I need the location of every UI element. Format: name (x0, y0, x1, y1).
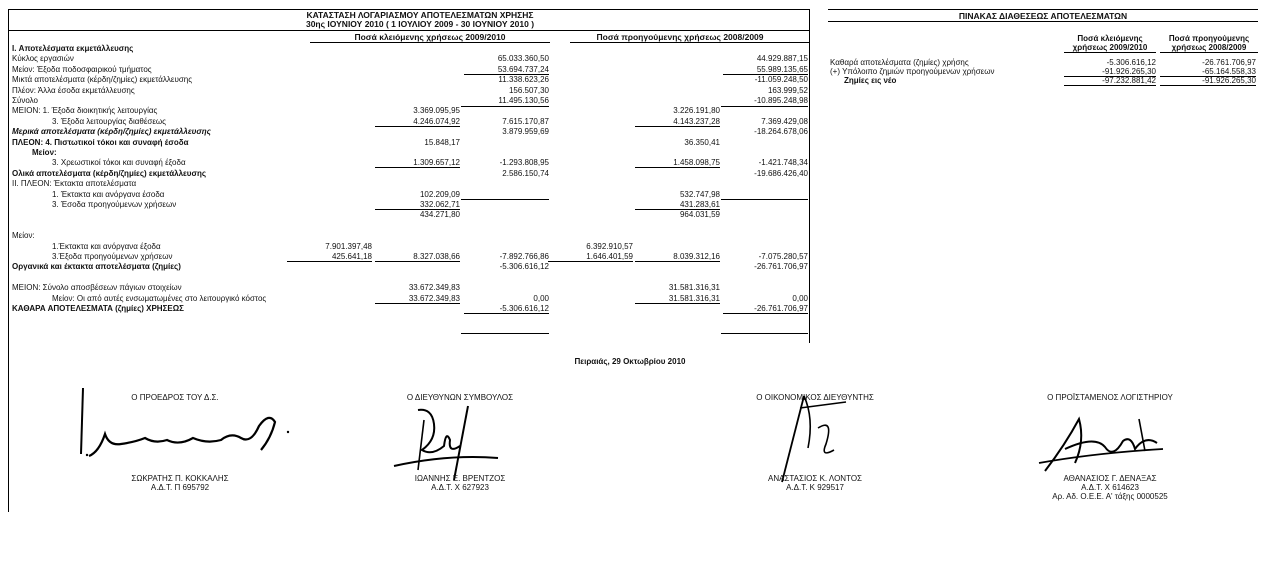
income-row-value-c: 2.586.150,74 (502, 168, 549, 178)
dist-col-previous-1: Ποσά προηγούμενης (1168, 34, 1250, 43)
income-row-value-f: 44.929.887,15 (756, 54, 808, 64)
subtotal-rule (461, 106, 549, 107)
income-row-value-c: -5.306.616,12 (464, 304, 549, 314)
distribution-row-value-prev: -26.761.706,97 (1202, 58, 1256, 67)
col-previous-header: Ποσά προηγούμενης χρήσεως 2008/2009 (596, 32, 764, 42)
income-row-label: Μείον: Έξοδα ποδοσφαιρικού τμήματος (12, 64, 152, 74)
distribution-row-label: Καθαρά αποτελέσματα (ζημίες) χρήσης (830, 58, 969, 67)
income-row-label: Μείον: (32, 148, 57, 157)
income-row-value-c: -7.892.766,86 (499, 252, 549, 261)
dist-col-current-1: Ποσά κλειόμενης (1077, 34, 1143, 43)
income-row-value-b: 33.672.349,83 (375, 294, 460, 304)
income-row-value-b: 15.848,17 (424, 137, 460, 147)
income-row-label: ΜΕΙΟΝ: 1. Έξοδα διοικητικής λειτουργίας (12, 106, 158, 116)
signatory-id: Α.Δ.Τ. Χ 614623 (1081, 483, 1139, 492)
income-row-value-c: 0,00 (533, 293, 549, 303)
income-row-label: II. ΠΛΕΟΝ: Έκτακτα αποτελέσματα (12, 179, 137, 189)
income-row-value-e: 964.031,59 (679, 210, 720, 220)
income-row-value-c: -5.306.616,12 (499, 262, 549, 272)
signatory-role: Ο ΟΙΚΟΝΟΜΙΚΟΣ ΔΙΕΥΘΥΝΤΗΣ (756, 393, 874, 402)
income-row-value-b: 3.369.095,95 (413, 106, 460, 116)
income-row-label: 1. Έκτακτα και ανόργανα έσοδα (52, 189, 165, 199)
income-row-label: 1.Έκτακτα και ανόργανα έξοδα (52, 241, 161, 251)
col-previous-rule (570, 42, 809, 43)
dist-header-rule (828, 21, 1258, 22)
income-row-label: Οργανικά και έκτακτα αποτελέσματα (ζημίες) (12, 262, 181, 272)
income-row-value-c: 7.615.170,87 (502, 116, 549, 126)
income-row-value-e: 8.039.312,16 (635, 252, 720, 262)
dist-col-previous-2: χρήσεως 2008/2009 (1160, 43, 1258, 53)
income-row-label: Πλέον: Άλλα έσοδα εκμετάλλευσης (12, 85, 135, 95)
income-row-label: 3. Έξοδα λειτουργίας διαθέσεως (52, 116, 167, 126)
income-row-value-f: 163.999,52 (767, 85, 808, 95)
signature-president (75, 382, 300, 467)
income-row-value-f: -10.895.248,98 (754, 96, 808, 105)
signatory-id: Α.Δ.Τ. Π 695792 (150, 483, 210, 492)
income-row-value-c: 11.338.623,26 (498, 75, 549, 85)
col-current-header: Ποσά κλειόμενης χρήσεως 2009/2010 (354, 32, 506, 42)
signatory-role: Ο ΠΡΟΕΔΡΟΣ ΤΟΥ Δ.Σ. (131, 393, 219, 402)
income-row-value-b: 102.209,09 (419, 189, 460, 199)
income-row-value-d: 6.392.910,57 (586, 241, 633, 251)
income-row-value-c: 3.879.959,69 (502, 127, 549, 137)
income-row-label: 3. Έσοδα προηγούμενων χρήσεων (52, 200, 177, 209)
distribution-row-value-cur: -91.926.265,30 (1064, 67, 1156, 77)
income-row-value-b: 1.309.657,12 (375, 158, 460, 168)
income-row-value-e: 532.747,98 (679, 189, 720, 199)
income-row-label: Μείον: Οι από αυτές ενσωματωμένες στο λειτουργικό κόστος (52, 293, 267, 303)
signatory-license: Αρ. Αδ. Ο.Ε.Ε. Α' τάξης 0000525 (1052, 492, 1168, 501)
income-row-label: Ολικά αποτελέσματα (κέρδη/ζημίες) εκμετάλλευσης (12, 168, 206, 178)
signature-ceo (388, 400, 508, 485)
signatory-name: ΑΘΑΝΑΣΙΟΣ Γ. ΔΕΝΑΞΑΣ (1063, 474, 1157, 483)
subtotal-rule (461, 199, 549, 200)
income-row-value-e: 31.581.316,31 (668, 283, 720, 293)
distribution-row-value-prev: -91.926.265,30 (1160, 76, 1256, 86)
signatory-name: ΣΩΚΡΑΤΗΣ Π. ΚΟΚΚΑΛΗΣ (131, 474, 229, 483)
income-row-value-a: 7.901.397,48 (325, 241, 372, 251)
left-rule (8, 9, 9, 512)
place-date: Πειραιάς, 29 Οκτωβρίου 2010 (574, 357, 686, 366)
signatory-id: Α.Δ.Τ. Χ 627923 (431, 483, 489, 492)
income-row-value-e: 1.458.098,75 (635, 158, 720, 168)
income-row-value-f: -26.761.706,97 (754, 262, 808, 272)
income-row-value-f: -7.075.280,57 (758, 252, 808, 261)
income-row-value-c: -1.293.808,95 (499, 158, 549, 168)
income-row-value-b: 4.246.074,92 (375, 117, 460, 127)
income-row-value-f: -18.264.678,06 (754, 127, 808, 137)
income-row-value-f: -11.059.248,50 (754, 75, 808, 85)
income-row-value-c: 156.507,30 (508, 85, 549, 95)
income-row-value-f: 55.989.135,65 (723, 65, 808, 75)
distribution-row-value-prev: -65.164.558,33 (1160, 67, 1256, 77)
income-row-label: ΚΑΘΑΡΑ ΑΠΟΤΕΛΕΣΜΑΤΑ (ζημίες) ΧΡΗΣΕΩΣ (12, 304, 184, 313)
income-row-value-a: 425.641,18 (287, 252, 372, 262)
right-rule (809, 9, 810, 343)
income-row-label: I. Αποτελέσματα εκμετάλλευσης (12, 44, 134, 53)
income-row-label: Κύκλος εργασιών (12, 54, 74, 64)
subtotal-rule (461, 333, 549, 334)
income-row-label: Μικτά αποτελέσματα (κέρδη/ζημίες) εκμετάλλευσης (12, 75, 193, 85)
income-row-value-f: 7.369.429,08 (761, 116, 808, 126)
signatory-role: Ο ΔΙΕΥΘΥΝΩΝ ΣΥΜΒΟΥΛΟΣ (406, 393, 514, 402)
income-row-value-b: 33.672.349,83 (408, 283, 460, 293)
income-row-value-c: 53.694.737,24 (464, 65, 549, 75)
statement-title: ΚΑΤΑΣΤΑΣΗ ΛΟΓΑΡΙΑΣΜΟΥ ΑΠΟΤΕΛΕΣΜΑΤΩΝ ΧΡΗΣΗΣ (306, 10, 534, 20)
income-row-label: 3. Χρεωστικοί τόκοι και συναφή έξοδα (52, 158, 186, 168)
subtotal-rule (721, 333, 808, 334)
distribution-title: ΠΙΝΑΚΑΣ ΔΙΑΘΕΣΕΩΣ ΑΠΟΤΕΛΕΣΜΑΤΩΝ (958, 11, 1128, 21)
income-row-value-c: 11.495.130,56 (498, 96, 549, 105)
statement-period: 30ης ΙΟΥΝΙΟΥ 2010 ( 1 ΙΟΥΛΙΟΥ 2009 - 30 ΙΟΥΝΙΟΥ 2010 ) (305, 19, 535, 29)
income-row-value-f: -1.421.748,34 (758, 158, 808, 168)
income-row-value-b: 332.062,71 (375, 200, 460, 210)
distribution-row-value-cur: -97.232.881,42 (1064, 76, 1156, 86)
income-row-label: Μερικά αποτελέσματα (κέρδη/ζημίες) εκμετάλλευσης (12, 127, 211, 137)
distribution-row-label: (+) Υπόλοιπο ζημιών προηγούμενων χρήσεων (830, 67, 995, 76)
col-current-rule (310, 42, 550, 43)
income-row-value-e: 4.143.237,28 (635, 117, 720, 127)
income-row-value-c: 65.033.360,50 (497, 54, 549, 64)
signatory-id: Α.Δ.Τ. Κ 929517 (786, 483, 844, 492)
subtotal-rule (721, 199, 808, 200)
signature-accountant (1035, 405, 1175, 480)
income-row-value-e: 3.226.191,80 (673, 106, 720, 116)
income-row-value-f: 0,00 (792, 293, 808, 303)
income-row-label: ΜΕΙΟΝ: Σύνολο αποσβέσεων πάγιων στοιχείων (12, 283, 182, 293)
income-row-label: 3.Έξοδα προηγούμενων χρήσεων (52, 252, 173, 261)
income-row-label: Μείον: (12, 231, 35, 241)
income-row-value-e: 31.581.316,31 (635, 294, 720, 304)
income-row-label: Σύνολο (12, 96, 38, 105)
income-row-value-f: -19.686.426,40 (754, 168, 808, 178)
signatory-name: ΙΩΑΝΝΗΣ Ε. ΒΡΕΝΤΖΟΣ (414, 474, 506, 483)
income-row-value-b: 434.271,80 (419, 210, 460, 220)
header-rule (8, 30, 809, 31)
income-row-label: ΠΛΕΟΝ: 4. Πιστωτικοί τόκοι και συναφή έσοδα (12, 137, 189, 147)
distribution-row-label: Ζημίες εις νέο (844, 76, 897, 85)
distribution-row-value-cur: -5.306.616,12 (1106, 58, 1156, 67)
dist-top-rule (828, 9, 1258, 10)
income-row-value-e: 431.283,61 (635, 200, 720, 210)
signatory-role: Ο ΠΡΟΪΣΤΑΜΕΝΟΣ ΛΟΓΙΣΤΗΡΙΟΥ (1047, 393, 1173, 402)
income-row-value-d: 1.646.401,59 (548, 252, 633, 262)
income-row-value-b: 8.327.038,66 (375, 252, 460, 262)
signature-cfo (760, 388, 860, 488)
dist-col-current-2: χρήσεως 2009/2010 (1064, 43, 1156, 53)
income-row-value-f: -26.761.706,97 (723, 304, 808, 314)
income-row-value-e: 36.350,41 (684, 137, 720, 147)
subtotal-rule (721, 106, 808, 107)
signatory-name: ΑΝΑΣΤΑΣΙΟΣ Κ. ΛΟΝΤΟΣ (767, 474, 862, 483)
